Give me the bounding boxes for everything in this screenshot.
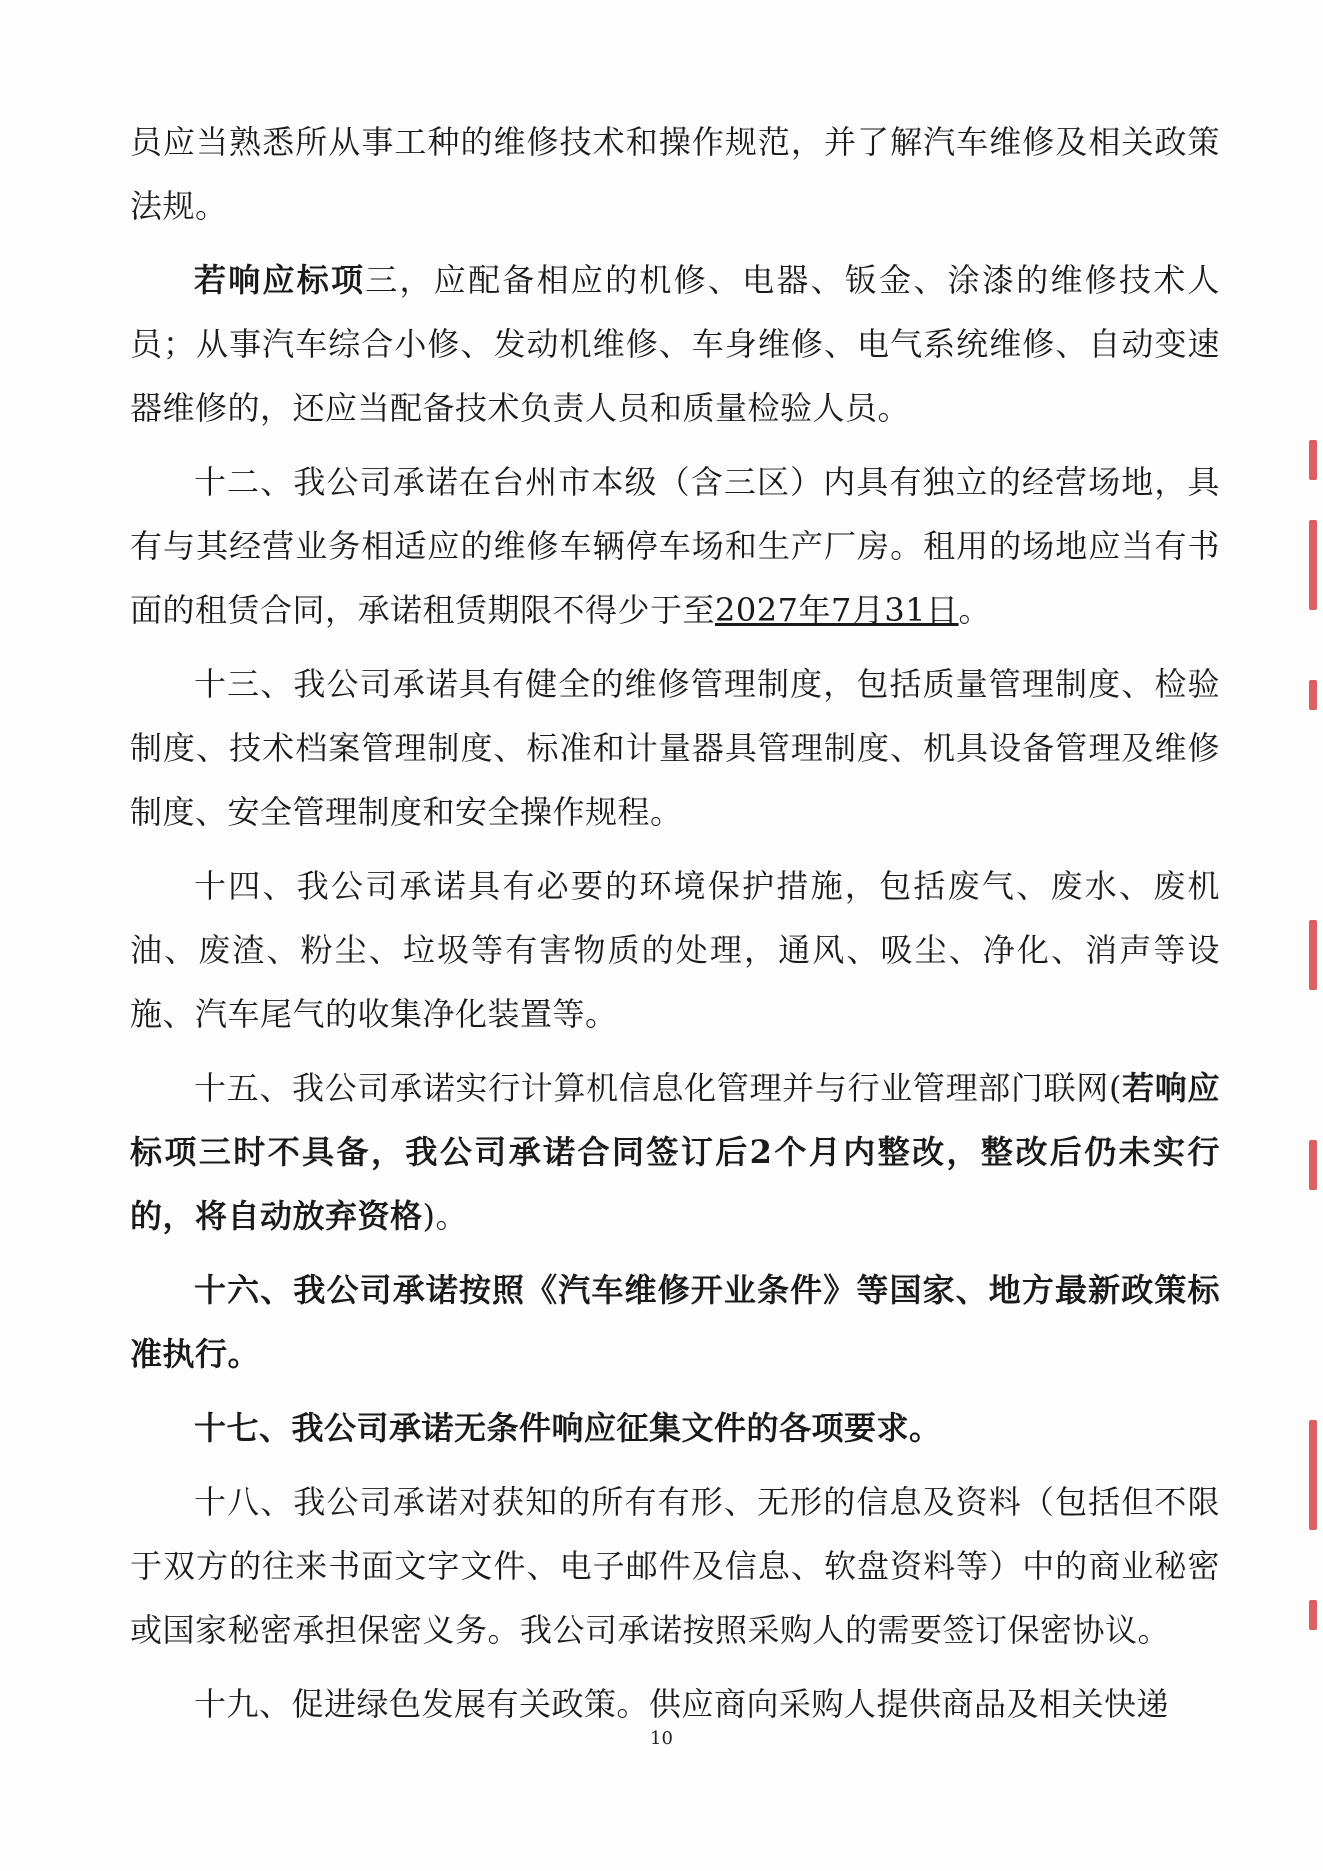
- seal-edge-mark: [1309, 440, 1317, 480]
- paragraph-p6: [130, 1258, 1220, 1386]
- seal-edge-mark: [1309, 520, 1317, 610]
- paragraph-p8: [130, 1470, 1220, 1662]
- text-segment: 2027年7月31日: [715, 591, 959, 629]
- text-segment: 十二、我公司承诺在台州市本级（含三区）内具有独立的经营场地，具有与其经营业务相适应的维修车辆停车场和生产厂房。租用的场地应当有书面的租赁合同，承诺租赁期限不得少于至: [130, 463, 1220, 629]
- text-segment: 十八、我公司承诺对获知的所有有形、无形的信息及资料（包括但不限于双方的往来书面文字文件、电子邮件及信息、软盘资料等）中的商业秘密或国家秘密承担保密义务。我公司承诺按照采购人的需要签订保密协议。: [130, 1483, 1220, 1649]
- text-segment: 十六、我公司承诺按照《汽车维修开业条件》等国家、地方最新政策标准执行。: [130, 1271, 1220, 1373]
- text-segment: 员应当熟悉所从事工种的维修技术和操作规范，并了解汽车维修及相关政策法规。: [130, 123, 1220, 225]
- paragraph-p0: [130, 110, 1220, 238]
- text-segment: 十九、促进绿色发展有关政策。供应商向采购人提供商品及相关快递: [194, 1685, 1170, 1723]
- text-segment: 十四、我公司承诺具有必要的环境保护措施，包括废气、废水、废机油、废渣、粉尘、垃圾等有害物质的处理，通风、吸尘、净化、消声等设施、汽车尾气的收集净化装置等。: [130, 867, 1220, 1033]
- text-segment: 若响应标项: [194, 261, 366, 299]
- seal-edge-mark: [1309, 920, 1317, 990]
- paragraph-p3: [130, 652, 1220, 844]
- page-number: 10: [650, 1728, 673, 1749]
- text-segment: 。: [958, 591, 992, 629]
- seal-edge-mark: [1309, 680, 1317, 710]
- text-segment: 三，应配备相应的机修、电器、钣金、涂漆的维修技术人员；从事汽车综合小修、发动机维修、车身维修、电气系统维修、自动变速器维修的，还应当配备技术负责人员和质量检验人员。: [130, 261, 1220, 427]
- seal-edge-mark: [1309, 1140, 1317, 1190]
- seal-edge-mark: [1309, 1600, 1317, 1630]
- text-segment: 十五、我公司承诺实行计算机信息化管理并与行业管理部门联网(: [194, 1069, 1122, 1107]
- paragraph-p9: [130, 1672, 1220, 1736]
- text-segment: 若响应标项三时不具备，我公司承诺合同签订后2个月内整改，整改后仍未实行的，将自动放弃资格: [130, 1069, 1220, 1235]
- paragraph-p5: [130, 1056, 1220, 1248]
- paragraph-p7: [130, 1396, 1220, 1460]
- paragraph-p1: [130, 248, 1220, 440]
- text-segment: 十七、我公司承诺无条件响应征集文件的各项要求。: [194, 1409, 942, 1447]
- text-segment: 十三、我公司承诺具有健全的维修管理制度，包括质量管理制度、检验制度、技术档案管理制度、标准和计量器具管理制度、机具设备管理及维修制度、安全管理制度和安全操作规程。: [130, 665, 1220, 831]
- paragraph-p2: [130, 450, 1220, 642]
- body-text: [130, 110, 1220, 1746]
- text-segment: )。: [422, 1197, 469, 1235]
- paragraph-p4: [130, 854, 1220, 1046]
- seal-edge-mark: [1309, 1420, 1317, 1530]
